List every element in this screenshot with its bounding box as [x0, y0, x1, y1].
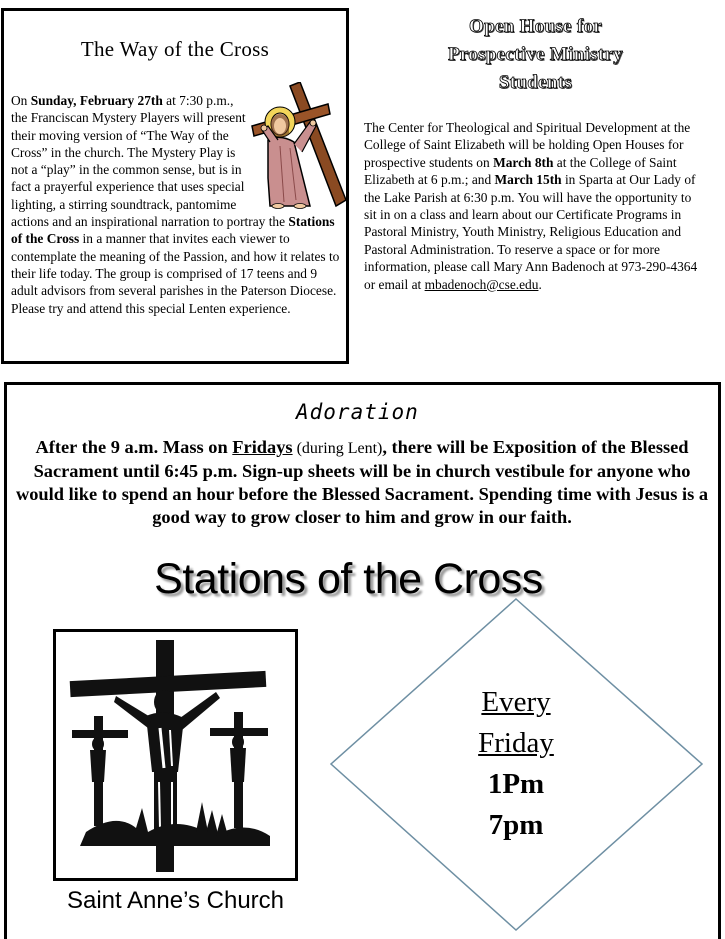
- way-of-cross-box: [1, 8, 349, 364]
- schedule-time-7pm: 7pm: [488, 809, 544, 841]
- way-stations-bold: Stations of the Cross: [11, 214, 335, 247]
- adoration-text: [14, 436, 710, 529]
- open-text-end: .: [538, 276, 542, 292]
- adoration-text-rest: , there will be Exposition of the Blessed Sacrament until 6:45 p.m. Sign-up sheets will be in church vestibule for anyone who would like to spend an hour before the Blessed Sacrament. Spending time with Jesus is a good way to grow closer to him and grow in our faith.: [15, 437, 709, 527]
- open-house-title-line1: Open House for: [469, 16, 602, 37]
- open-date-1: March 8th: [493, 154, 554, 170]
- adoration-during-lent: (during Lent): [292, 440, 383, 457]
- open-house-title-line2: Prospective Ministry: [447, 44, 624, 65]
- crucifixion-image-frame: [53, 629, 298, 881]
- adoration-fridays: Fridays: [232, 437, 293, 457]
- way-text-middle: at 7:30 p.m., the Franciscan Mystery Players will present their moving version of “The Way of the Cross” in the church. The Mystery Play is not a “play” in the common sense, but is in fact a prayerful experience that uses special lighting, a stirring soundtrack, pantomime actions and an inspirational narration to portray the: [11, 93, 289, 230]
- open-text-details: in Sparta at Our Lady of the Lake Parish at 6:30 p.m. You will have the opportunity to sit in on a class and learn about our Certificate Programs in Pastoral Ministry, Youth Ministry, Religious Education and Pastoral Administration. To reserve a space or for more information, please call Mary Ann Badenoch at 973-290-4364 or email at: [364, 172, 698, 292]
- way-of-cross-text: [11, 92, 342, 317]
- contact-email-link[interactable]: mbadenoch@cse.edu: [424, 276, 539, 292]
- adoration-text-intro: After the 9 a.m. Mass on: [35, 437, 233, 457]
- way-of-cross-title: The Way of the Cross: [80, 37, 270, 61]
- stations-schedule: [431, 682, 601, 846]
- schedule-friday: Friday: [478, 727, 554, 759]
- way-text-end: in a manner that invites each viewer to contemplate the meaning of the Passion, and how it relates to their life today. The group is comprised of 17 teens and 9 adult advisors from several parishes in the Paterson Diocese. Please try and attend this special Lenten experience.: [11, 231, 340, 316]
- adoration-title: Adoration: [296, 400, 419, 424]
- open-text-intro: The Center for Theological and Spiritual Development at the College of Saint Elizabeth will be holding Open Houses for prospective students on: [364, 120, 691, 170]
- open-text-middle: at the College of Saint Elizabeth at 6 p.m.; and: [364, 154, 677, 188]
- open-house-title: [362, 13, 709, 97]
- crucifixion-image: [56, 632, 295, 878]
- open-house-title-line3: Students: [498, 72, 573, 93]
- church-name: Saint Anne’s Church: [66, 887, 285, 914]
- way-text-intro: On: [11, 93, 31, 108]
- schedule-every: Every: [481, 686, 551, 718]
- open-house-text: [364, 119, 707, 293]
- schedule-time-1pm: 1Pm: [487, 768, 545, 800]
- way-event-date: Sunday, February 27th: [30, 93, 163, 108]
- jesus-carrying-cross-image: [250, 82, 348, 210]
- stations-title: Stations of the Cross: [154, 555, 543, 603]
- open-date-2: March 15th: [494, 172, 562, 188]
